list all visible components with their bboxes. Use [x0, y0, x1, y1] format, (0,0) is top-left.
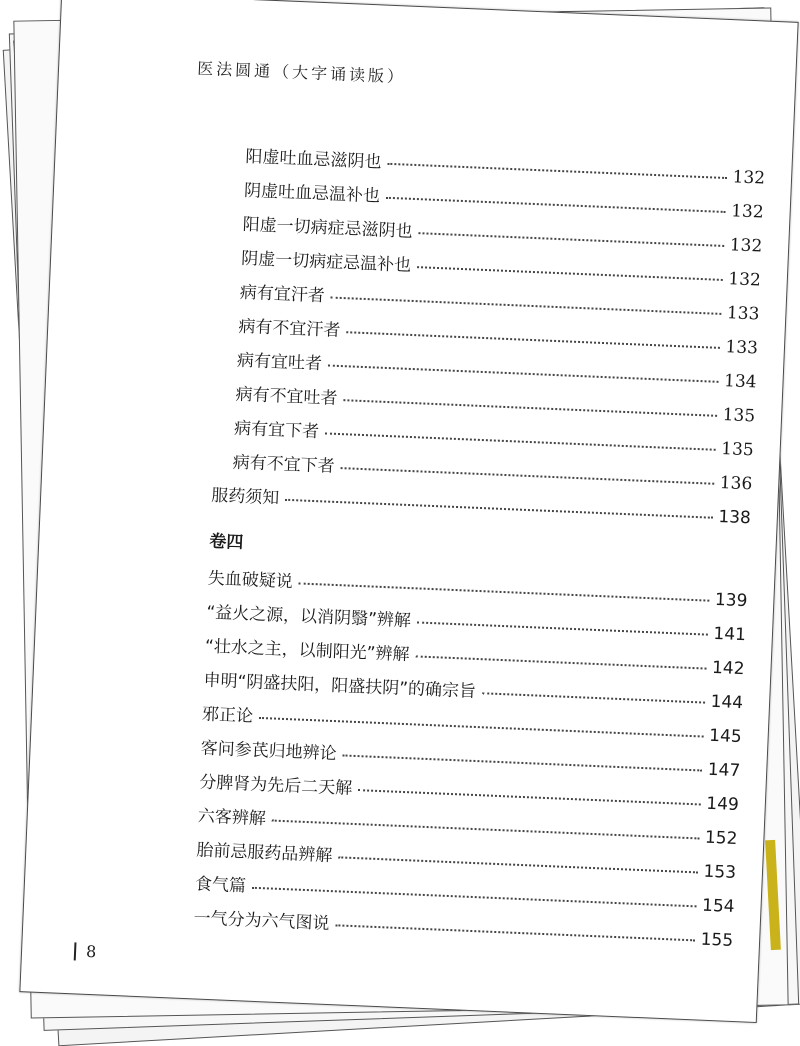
running-header: 医法圆通（大字诵读版） [196, 58, 407, 87]
toc-entry-page: 136 [719, 473, 753, 495]
toc-entry-page: 138 [717, 506, 752, 529]
toc-entry-title: 胎前忌服药品辨解 [196, 840, 333, 867]
dot-leader [252, 887, 696, 908]
dot-leader [341, 467, 714, 485]
dot-leader [482, 692, 705, 703]
toc-entry-title: “壮水之主，以制阳光”辨解 [204, 636, 410, 666]
dot-leader [346, 331, 719, 349]
toc-entry-title: 病有不宜吐者 [235, 384, 338, 409]
toc-entry-page: 153 [703, 861, 737, 884]
dot-leader [325, 432, 715, 450]
toc-entry-page: 147 [707, 759, 741, 782]
toc-entry-page: 154 [701, 895, 735, 917]
dot-leader [342, 754, 701, 771]
dot-leader [358, 789, 700, 805]
dot-leader [335, 924, 694, 941]
dot-leader [417, 621, 708, 635]
dot-leader [415, 655, 706, 669]
dot-leader [259, 717, 703, 738]
dot-leader [328, 364, 718, 382]
toc-entry-title: “益火之源，以消阴翳”辨解 [205, 602, 412, 632]
dot-leader [343, 399, 716, 417]
toc-entry-title: 阳虚吐血忌滋阴也 [245, 146, 382, 173]
toc-entry-page: 142 [711, 657, 745, 680]
dot-leader [387, 163, 726, 179]
toc-entry-page: 132 [732, 167, 766, 189]
toc-entry-title: 阴虚一切病症忌温补也 [240, 248, 412, 276]
book-page [19, 0, 798, 1023]
toc-entry-page: 132 [727, 269, 762, 291]
folio-rule [74, 942, 77, 960]
toc-entry-page: 155 [700, 929, 734, 951]
toc-entry-title: 分脾肾为先后二天解 [198, 772, 353, 799]
dot-leader [299, 582, 709, 601]
dot-leader [417, 266, 722, 281]
toc-entry-title: 失血破疑说 [207, 568, 294, 593]
toc-entry-title: 阴虚吐血忌温补也 [243, 180, 381, 207]
page-folio [74, 941, 97, 961]
toc-entry-title: 食气篇 [194, 874, 247, 897]
toc-entry-title: 病有宜汗者 [239, 282, 326, 307]
toc-entry-page: 141 [713, 623, 747, 646]
toc-entry-page: 149 [705, 793, 740, 816]
toc-entry-page: 144 [710, 691, 744, 714]
toc-entry-title: 申明“阴盛扶阳，阳盛扶阴”的确宗旨 [203, 670, 477, 702]
toc-entry-page: 139 [714, 589, 748, 612]
toc-entry-title: 病有宜下者 [233, 418, 320, 443]
toc-entry-page: 132 [730, 201, 765, 223]
toc-entry-page: 133 [726, 303, 760, 325]
toc-entry-page: 134 [723, 371, 757, 393]
toc-entry-page: 152 [704, 827, 738, 850]
toc-entry-title: 六客辨解 [197, 806, 267, 830]
dot-leader [338, 856, 697, 873]
toc-entry-title: 阳虚一切病症忌滋阴也 [242, 214, 413, 242]
toc-entry-title: 病有不宜汗者 [237, 316, 341, 341]
toc-entry-title: 病有宜吐者 [236, 350, 323, 375]
toc-entry-title: 病有不宜下者 [232, 452, 336, 477]
toc-entry-page: 145 [708, 725, 743, 748]
toc-entry-page: 135 [722, 405, 756, 427]
section-heading: 卷四 [208, 531, 244, 554]
dot-leader [285, 499, 712, 519]
dot-leader [386, 197, 725, 213]
page-number: 8 [85, 941, 97, 962]
toc-entry-title: 邪正论 [201, 704, 254, 727]
toc-entry-title: 服药须知 [210, 485, 280, 509]
toc-entry-page: 132 [729, 235, 763, 257]
toc-entry-page: 135 [720, 439, 755, 461]
dot-leader [331, 297, 721, 315]
dot-leader [418, 232, 723, 247]
table-of-contents [20, 0, 797, 1022]
dot-leader [272, 820, 699, 840]
toc-entry-title: 客问参芪归地辨论 [200, 738, 338, 765]
toc-entry-page: 133 [725, 337, 759, 359]
toc-entry-title: 一气分为六气图说 [193, 908, 330, 935]
